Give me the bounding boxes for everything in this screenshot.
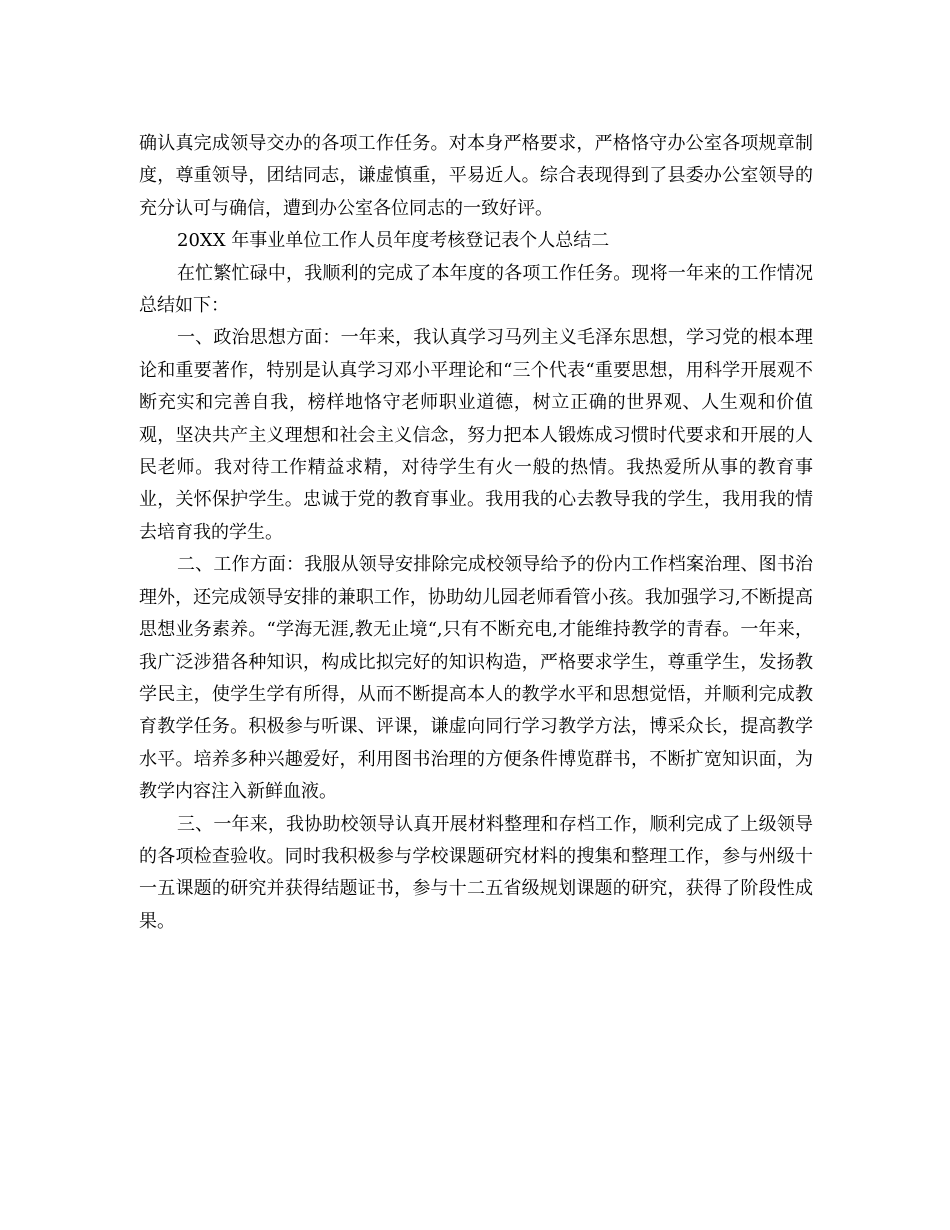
paragraph-political: 一、政治思想方面：一年来，我认真学习马列主义毛泽东思想，学习党的根本理论和重要著作，特别是认真学习邓小平理论和“三个代表“重要思想，用科学开展观不断充实和完善自我，榜样地恪守老师职业道德，树立正确的世界观、人生观和价值观，坚决共产主义理想和社会主义信念，努力把本人锻炼成习惯时代要求和开展的人民老师。我对待工作精益求精，对待学生有火一般的热情。我热爱所从事的教育事业，关怀保护学生。忠诚于党的教育事业。我用我的心去教导我的学生，我用我的情去培育我的学生。 xyxy=(139,327,813,543)
paragraph-intro: 在忙繁忙碌中，我顺利的完成了本年度的各项工作任务。现将一年来的工作情况总结如下： xyxy=(139,262,813,317)
paragraph-work: 二、工作方面：我服从领导安排除完成校领导给予的份内工作档案治理、图书治理外，还完成领导安排的兼职工作，协助幼儿园老师看管小孩。我加强学习,不断提高思想业务素养。“学海无涯,教无止境“,只有不断充电,才能维持教学的青春。一年来，我广泛涉猎各种知识，构成比拟完好的知识构造，严格要求学生，尊重学生，发扬教学民主，使学生学有所得，从而不断提高本人的教学水平和思想觉悟，并顺利完成教育教学任务。积极参与听课、评课，谦虚向同行学习教学方法，博采众长，提高教学水平。培养多种兴趣爱好，利用图书治理的方便条件博览群书，不断扩宽知识面，为教学内容注入新鲜血液。 xyxy=(139,554,813,803)
section-heading: 20XX 年事业单位工作人员年度考核登记表个人总结二 xyxy=(177,230,610,252)
document-body xyxy=(139,128,813,938)
paragraph-archive: 三、一年来，我协助校领导认真开展材料整理和存档工作，顺利完成了上级领导的各项检查验收。同时我积极参与学校课题研究材料的搜集和整理工作，参与州级十一五课题的研究并获得结题证书，参与十二五省级规划课题的研究，获得了阶段性成果。 xyxy=(139,813,813,932)
paragraph-continuation: 确认真完成领导交办的各项工作任务。对本身严格要求，严格恪守办公室各项规章制度，尊重领导，团结同志，谦虚慎重，平易近人。综合表现得到了县委办公室领导的充分认可与确信，遭到办公室各位同志的一致好评。 xyxy=(139,133,813,219)
